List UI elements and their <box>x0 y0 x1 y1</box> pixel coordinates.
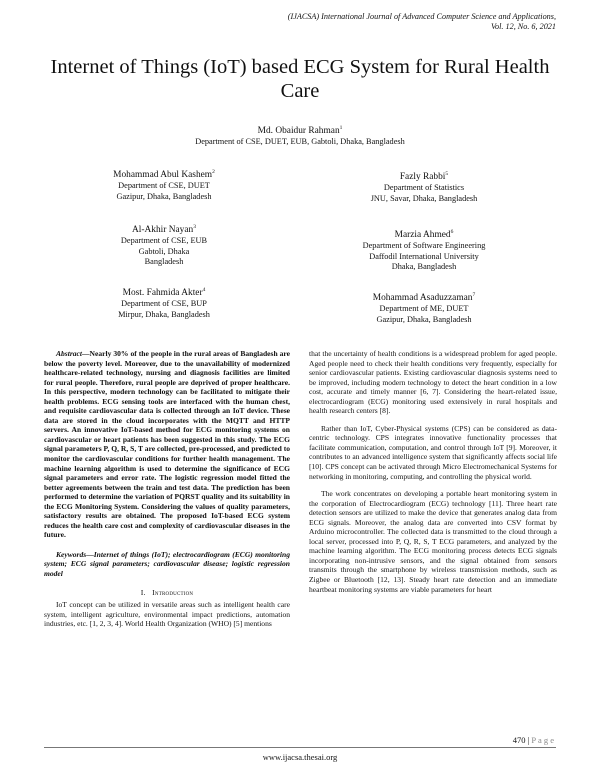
author-affiliation: Department of CSE, EUB <box>120 236 208 246</box>
keywords: Keywords—Internet of things (IoT); electrocardiogram (ECG) monitoring system; ECG signal parameters; cardiovascular disease; logistic regression model <box>44 549 290 579</box>
author-location: Mirpur, Dhaka, Bangladesh <box>118 309 210 319</box>
author-name: Md. Obaidur Rahman$^1$ <box>257 125 343 137</box>
abstract <box>44 349 290 540</box>
paper-title: Internet of Things (IoT) based ECG System for Rural Health Care <box>50 56 550 102</box>
author-block <box>314 168 534 204</box>
author-block <box>64 166 264 202</box>
author-location: Gazipur, Dhaka, Bangladesh <box>116 191 212 201</box>
author-name: Mohammad Abul Kashem$^2$ <box>113 169 215 181</box>
author-affiliation: Department of Software Engineering <box>362 241 486 251</box>
left-column <box>44 349 290 637</box>
paragraph: The work concentrates on developing a portable heart monitoring system in the corporation of Electrocardiogram (ECG) technology [11]. Three heart rate detection sensors are utilized to make the device that generates analog data from ECG signals. Moreover, the analog data are converted into CSV format by Arduino microcontroller. The collected data is transmitted to the cloud through a local server, processed into P, Q, R, S, T ECG parameters, and analyzed by the machine learning algorithm. The ECG monitoring process detects ECG signals incorporating non-intrusive sensors, and the signal obtained from sensors transmits through the smartphone by wireless transmission methods, such as Zigbee or Bluetooth [12, 13]. Steady heart rate detection and an immediate heartbeat monitoring systems are viable parameters for heart <box>309 489 557 594</box>
author-country: Bangladesh <box>144 257 184 267</box>
author-name: Marzia Ahmed$^6$ <box>394 229 454 241</box>
author-name: Most. Fahmida Akter$^4$ <box>122 287 206 299</box>
author-affiliation: Department of Statistics <box>383 183 465 193</box>
journal-name: (IJACSA) International Journal of Advanced Computer Science and Applications, <box>287 12 556 21</box>
author-affiliation: Department of CSE, DUET <box>118 181 210 191</box>
author-location: Dhaka, Bangladesh <box>391 262 457 272</box>
right-column <box>309 349 557 602</box>
author-block <box>140 122 460 148</box>
author-name: Fazly Rabbi$^5$ <box>399 171 449 183</box>
author-block <box>314 289 534 325</box>
author-institution: Daffodil International University <box>369 251 479 261</box>
abstract-label: Abstract <box>56 349 82 358</box>
author-name: Al-Akhir Nayan$^3$ <box>132 224 196 236</box>
journal-header <box>196 12 556 32</box>
author-block <box>314 226 534 273</box>
author-location: Gazipur, Dhaka, Bangladesh <box>376 314 472 324</box>
author-affiliation: Department of ME, DUET <box>379 304 469 314</box>
author-block <box>64 221 264 268</box>
author-block <box>64 284 264 320</box>
author-name: Mohammad Asaduzzaman$^7$ <box>372 292 476 304</box>
author-location: JNU, Savar, Dhaka, Bangladesh <box>370 193 478 203</box>
footer-divider <box>44 747 556 748</box>
author-affiliation: Department of CSE, DUET, EUB, Gabtoli, Dhaka, Bangladesh <box>195 137 405 147</box>
abstract-text: —Nearly 30% of the people in the rural areas of Bangladesh are below the poverty level. Moreover, due to the unavailability of modernized healthcare-related technology, nursing and diagnosis facilities are limited for rural people. Therefore, rural people are deprived of proper healthcare. In this perspective, modern technology can be facilitated to mitigate their health problems. ECG sensing tools are interfaced with the human chest, and requisite cardiovascular data is collected through an IoT device. These data are stored in the cloud incorporates with the MQTT and HTTP servers. An innovative IoT-based method for ECG monitoring systems on cardiovascular or heart patients has been suggested in this study. The ECG signal parameters P, Q, R, S, T are collected, pre-processed, and predicted to monitor the cardiovascular conditions for further health management. The machine learning algorithm is used to determine the significance of ECG signal parameters and error rate. The logistic regression model fitted the better agreements between the train and test data. The prediction has been performed to determine the variation of PQRST quality and its suitability in the ECG Monitoring System. Considering the values of quality parameters, satisfactory results are obtained. The proposed IoT-based ECG system reduces the health care cost and complexity of cardiovascular diseases in the future. <box>44 349 290 540</box>
page-number: 470 | P a g e <box>512 735 554 745</box>
section-heading: I. Introduction <box>140 587 194 597</box>
journal-url[interactable]: www.ijacsa.thesai.org <box>262 752 338 762</box>
paragraph: Rather than IoT, Cyber-Physical systems (CPS) can be considered as data-centric technology. CPS integrates innovative functionality processes that facilitate communication, computation, and control through IoT [9]. Moreover, it contributes to an advanced intelligence system that significantly affects social life [10]. CPS concept can be activated through Micro Electromechanical Systems for networking in monitoring, computing, and controlling the physical world. <box>309 423 557 481</box>
journal-volume: Vol. 12, No. 6, 2021 <box>490 22 556 31</box>
author-location: Gabtoli, Dhaka <box>138 246 190 256</box>
author-affiliation: Department of CSE, BUP <box>121 299 207 309</box>
paragraph: that the uncertainty of health conditions is a widespread problem for aged people. Aged people need to check their health conditions very frequently, especially for senior cardiovascular patients. Existing cardiovascular diagnosis systems need to be improved, including modern technology to detect the heart condition in a low cost, accurate and timely manner [6, 7]. Considering the heart-related issue, electrocardiogram (ECG) monitoring used extensively in rural hospitals and health research centers [8]. <box>309 349 557 416</box>
paragraph: IoT concept can be utilized in versatile areas such as intelligent health care system, intelligent agriculture, environmental impact predictions, automation industries, etc. [1, 2, 3, 4]. World Health Organization (WHO) [5] mentions <box>44 600 290 629</box>
